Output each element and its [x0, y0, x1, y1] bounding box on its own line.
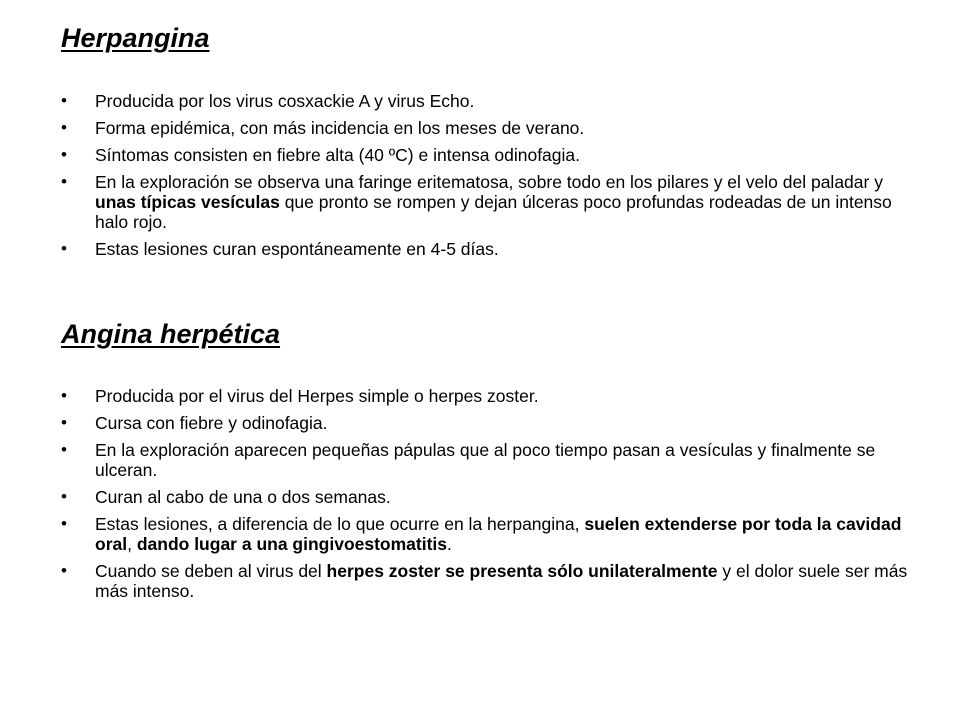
- bold-text: unas típicas vesículas: [95, 192, 280, 212]
- list-item: [61, 239, 921, 259]
- list-item: [61, 145, 921, 165]
- list-item-text: Cuando se deben al virus del: [95, 561, 327, 581]
- section-angina-herpetica: [61, 318, 921, 608]
- list-item: [61, 413, 921, 433]
- bullet-icon: •: [61, 145, 67, 164]
- list-item-text: Curan al cabo de una o dos semanas.: [95, 487, 391, 507]
- list-item: [61, 118, 921, 138]
- bullet-icon: •: [61, 386, 67, 405]
- list-item-text: Producida por los virus cosxackie A y virus Echo.: [95, 91, 475, 111]
- list-item-text: Cursa con fiebre y odinofagia.: [95, 413, 328, 433]
- bullet-icon: •: [61, 239, 67, 258]
- bold-text: herpes zoster se presenta sólo unilateralmente: [326, 561, 718, 581]
- bold-text: dando lugar a una gingivoestomatitis: [136, 534, 448, 554]
- list-item: [61, 440, 921, 480]
- list-item-text: y el dolor suele ser más más intenso.: [95, 561, 908, 601]
- list-item-text: En la exploración se observa una faringe eritematosa, sobre todo en los pilares y el velo del paladar y: [95, 172, 883, 192]
- list-item: [61, 172, 921, 232]
- list-item-text: Estas lesiones, a diferencia de lo que ocurre en la herpangina,: [95, 514, 585, 534]
- bullet-icon: •: [61, 118, 67, 137]
- list-item-text: En la exploración aparecen pequeñas pápulas que al poco tiempo pasan a vesículas y finalmente se ulceran.: [95, 440, 876, 480]
- section-title: Herpangina: [61, 23, 210, 53]
- list-item-text: Síntomas consisten en fiebre alta (40 ºC) e intensa odinofagia.: [95, 145, 581, 165]
- bullet-list: [61, 386, 921, 601]
- list-item-text: Estas lesiones curan espontáneamente en 4-5 días.: [95, 239, 499, 259]
- section-herpangina: [61, 22, 921, 266]
- bullet-icon: •: [61, 91, 67, 110]
- bullet-icon: •: [61, 487, 67, 506]
- list-item-text: ,: [127, 534, 137, 554]
- list-item: [61, 561, 921, 601]
- bullet-icon: •: [61, 514, 67, 533]
- bullet-list: [61, 91, 921, 259]
- bold-text: suelen extenderse por toda la cavidad oral: [95, 514, 902, 554]
- bullet-icon: •: [61, 413, 67, 432]
- section-title: Angina herpética: [61, 319, 281, 349]
- bullet-icon: •: [61, 440, 67, 459]
- list-item: [61, 514, 921, 554]
- list-item-text: Producida por el virus del Herpes simple o herpes zoster.: [95, 386, 539, 406]
- bullet-icon: •: [61, 172, 67, 191]
- list-item: [61, 487, 921, 507]
- list-item-text: que pronto se rompen y dejan úlceras poco profundas rodeadas de un intenso halo rojo.: [95, 192, 892, 232]
- list-item-text: Forma epidémica, con más incidencia en los meses de verano.: [95, 118, 585, 138]
- list-item: [61, 91, 921, 111]
- bullet-icon: •: [61, 561, 67, 580]
- list-item-text: .: [447, 534, 452, 554]
- list-item: [61, 386, 921, 406]
